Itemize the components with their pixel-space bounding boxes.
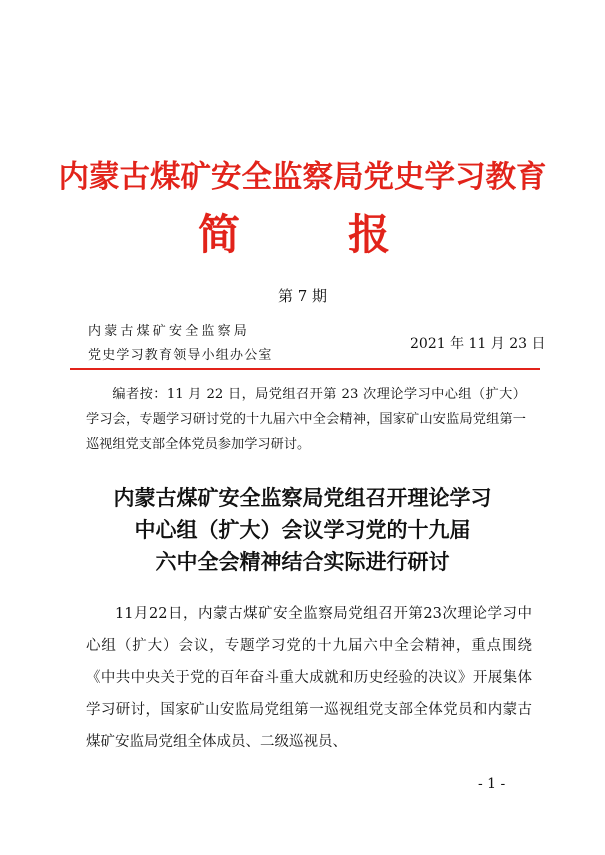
masthead-brief-char-2: 报 [348, 210, 391, 259]
article-headline [0, 482, 605, 578]
page-number: - 1 - [478, 776, 506, 792]
issue-number: 第 7 期 [277, 287, 328, 305]
issue-date: 2021 年 11 月 23 日 [410, 336, 546, 352]
headline-line-1: 内蒙古煤矿安全监察局党组召开理论学习 [113, 486, 492, 510]
masthead-title: 内蒙古煤矿安全监察局党史学习教育 [58, 159, 547, 195]
article-body: 11月22日，内蒙古煤矿安全监察局党组召开第23次理论学习中心组（扩大）会议，专题学习党的十九届六中全会精神，重点围绕《中共中央关于党的百年奋斗重大成就和历史经验的决议》开展集体学习研讨，国家矿山安监局党组第一巡视组党支部全体党员和内蒙古煤矿安监局党组全体成员、二级巡视员、 [86, 606, 532, 750]
editor-note: 编者按：11 月 22 日，局党组召开第 23 次理论学习中心组（扩大）学习会，专题学习研讨党的十九届六中全会精神，国家矿山安监局党组第一巡视组党支部全体党员参加学习研讨。 [86, 387, 526, 452]
red-divider [70, 368, 540, 370]
issuer-line-1: 内蒙古煤矿安全监察局 [88, 324, 251, 339]
masthead-brief-char-1: 简 [198, 210, 241, 259]
headline-line-2: 中心组（扩大）会议学习党的十九届 [134, 518, 471, 542]
headline-line-3: 六中全会精神结合实际进行研讨 [155, 550, 450, 574]
issuer-line-2: 党史学习教育领导小组办公室 [88, 348, 273, 363]
